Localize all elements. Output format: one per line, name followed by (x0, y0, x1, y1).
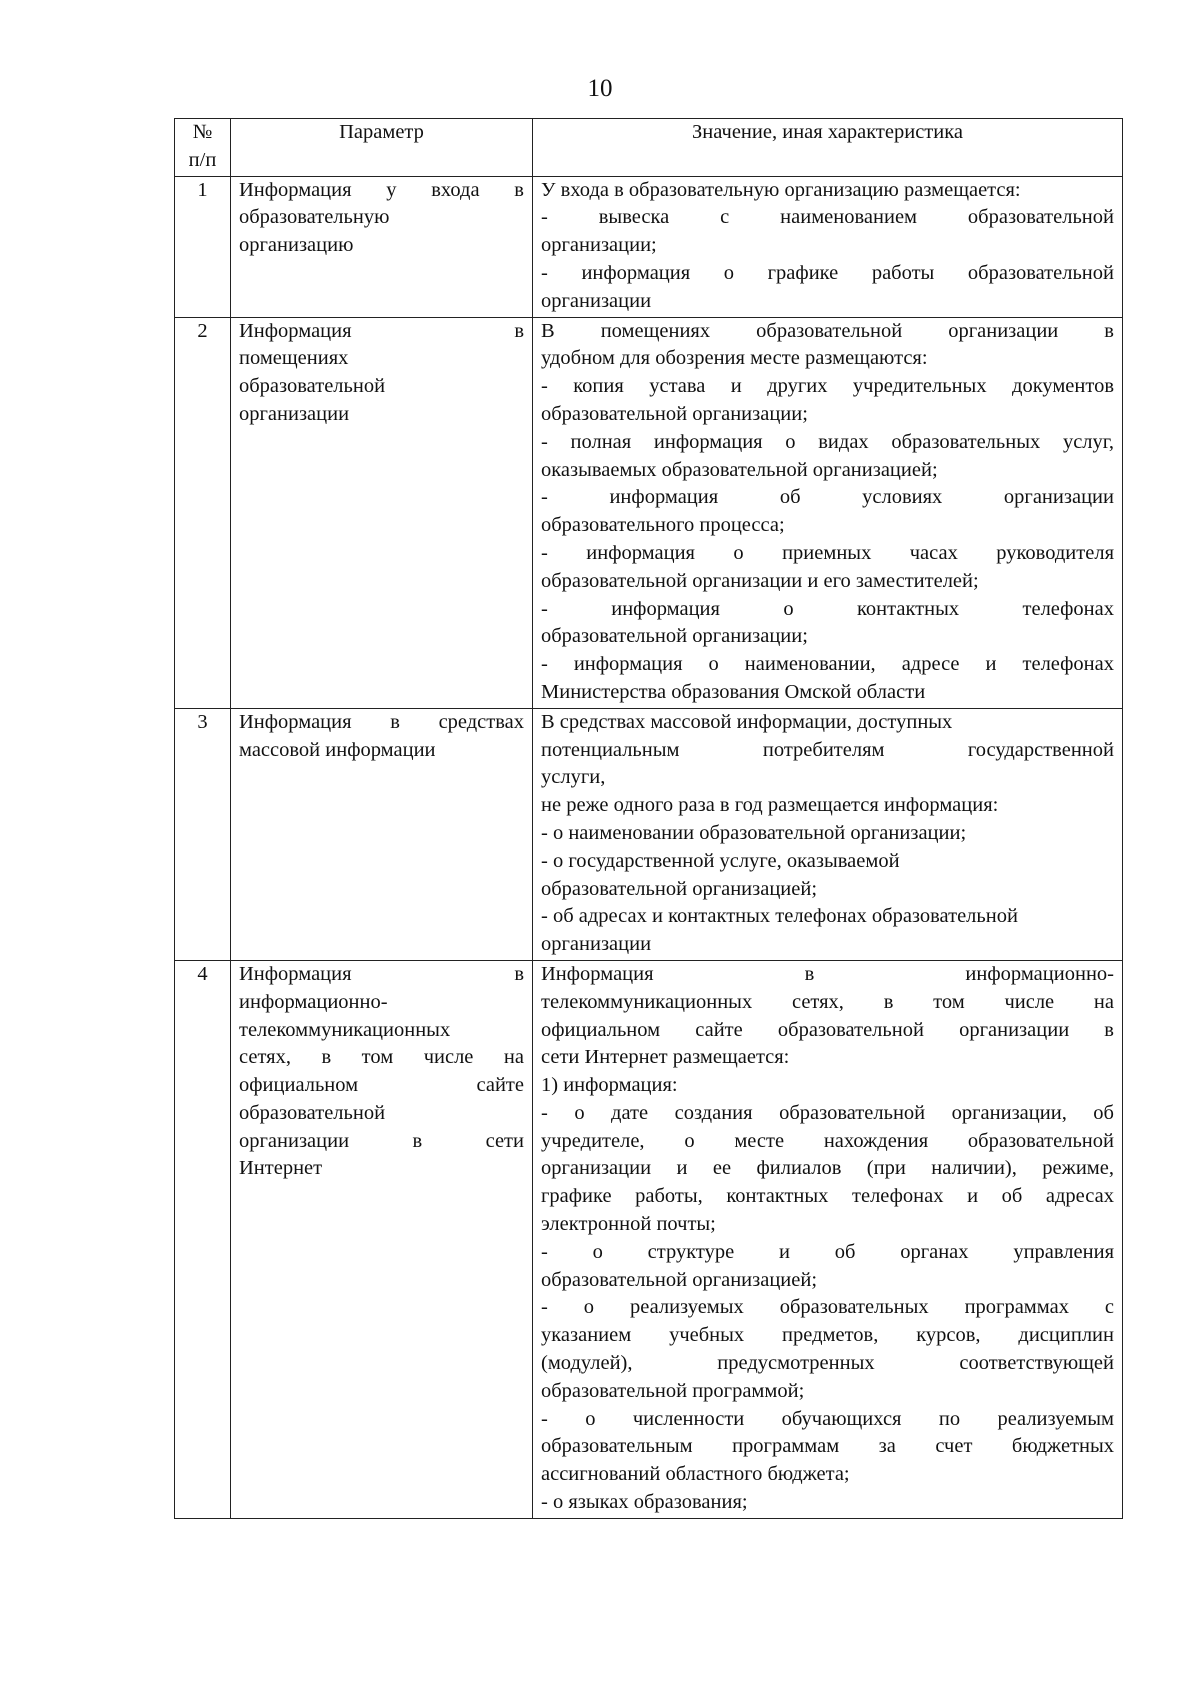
value-line: образовательной организацией; (541, 1268, 818, 1291)
table-row (175, 317, 1123, 708)
value-line: образовательной организации и его заместителей; (541, 569, 979, 592)
value-line: - информация о контактных телефонах (541, 597, 1114, 620)
parameter-line: сетях, в том числе на (239, 1046, 524, 1069)
parameter-line: телекоммуникационных (239, 1018, 451, 1041)
row-parameter (231, 317, 533, 708)
page-number: 10 (587, 75, 613, 102)
parameter-line: образовательной (239, 1101, 386, 1124)
value-line: - вывеска с наименованием образовательной (541, 206, 1114, 229)
row-parameter (231, 708, 533, 960)
parameter-line: официальном сайте (239, 1074, 524, 1097)
row-parameter (231, 960, 533, 1518)
value-line: сети Интернет размещается: (541, 1046, 790, 1069)
value-line: услуги, (541, 766, 606, 789)
parameter-line: организации (239, 402, 350, 425)
value-line: - информация об условиях организации (541, 486, 1114, 509)
value-line: - информация о наименовании, адресе и телефонах (541, 653, 1114, 676)
parameter-line: организации в сети (239, 1129, 524, 1152)
table-row (175, 708, 1123, 960)
value-line: образовательной программой; (541, 1379, 805, 1402)
value-line: У входа в образовательную организацию размещается: (541, 178, 1021, 201)
parameter-line: Информация в (239, 962, 524, 985)
value-line: организации; (541, 234, 657, 257)
parameter-line: массовой информации (239, 738, 436, 761)
row-number: 3 (175, 708, 231, 960)
table-header-row (175, 119, 1123, 177)
value-line: - о языках образования; (541, 1491, 748, 1514)
value-line: удобном для обозрения месте размещаются: (541, 347, 928, 370)
header-number-line-2: п/п (188, 148, 217, 171)
value-line: - информация о приемных часах руководителя (541, 541, 1114, 564)
value-line: В помещениях образовательной организации в (541, 319, 1114, 342)
value-line: 1) информация: (541, 1074, 678, 1097)
header-parameter: Параметр (231, 119, 533, 177)
parameters-table (174, 118, 1123, 1519)
parameter-line: образовательной (239, 375, 386, 398)
value-line: образовательной организацией; (541, 877, 818, 900)
value-line: образовательной организации; (541, 625, 808, 648)
value-line: указанием учебных предметов, курсов, дисциплин (541, 1324, 1114, 1347)
value-line: Министерства образования Омской области (541, 680, 926, 703)
value-line: В средствах массовой информации, доступных (541, 710, 953, 733)
table-row (175, 960, 1123, 1518)
table-body (175, 119, 1123, 1519)
value-line: оказываемых образовательной организацией; (541, 458, 938, 481)
value-line: образовательным программам за счет бюджетных (541, 1435, 1114, 1458)
row-parameter (231, 176, 533, 317)
header-number (175, 119, 231, 177)
value-line: - о численности обучающихся по реализуемым (541, 1407, 1114, 1430)
value-line: - о структуре и об органах управления (541, 1240, 1114, 1263)
value-line: телекоммуникационных сетях, в том числе на (541, 990, 1114, 1013)
row-number: 1 (175, 176, 231, 317)
parameter-line: организацию (239, 234, 354, 257)
row-value (533, 960, 1123, 1518)
value-line: потенциальным потребителям государственной (541, 738, 1114, 761)
value-line: официальном сайте образовательной организации в (541, 1018, 1114, 1041)
row-value (533, 176, 1123, 317)
parameter-line: Информация в (239, 319, 524, 342)
value-line: графике работы, контактных телефонах и об адресах (541, 1185, 1114, 1208)
parameter-line: помещениях (239, 347, 349, 370)
parameter-line: Интернет (239, 1157, 323, 1180)
header-number-line-1: № (192, 121, 213, 143)
row-value (533, 317, 1123, 708)
value-line: образовательного процесса; (541, 514, 785, 537)
value-line: учредителе, о месте нахождения образовательной (541, 1129, 1114, 1152)
value-line: организации (541, 933, 652, 956)
value-line: образовательной организации; (541, 402, 808, 425)
row-number: 4 (175, 960, 231, 1518)
value-line: - о дате создания образовательной организации, об (541, 1101, 1114, 1124)
value-line: Информация в информационно- (541, 962, 1114, 985)
parameter-line: Информация у входа в (239, 178, 524, 201)
value-line: - об адресах и контактных телефонах образовательной (541, 905, 1018, 928)
value-line: ассигнований областного бюджета; (541, 1463, 850, 1486)
value-line: электронной почты; (541, 1213, 716, 1236)
parameter-line: образовательную (239, 206, 390, 229)
table-row (175, 176, 1123, 317)
value-line: - копия устава и других учредительных документов (541, 375, 1114, 398)
value-line: - о государственной услуге, оказываемой (541, 849, 900, 872)
value-line: организации и ее филиалов (при наличии), режиме, (541, 1157, 1114, 1180)
parameter-line: Информация в средствах (239, 710, 524, 733)
value-line: - о наименовании образовательной организации; (541, 821, 967, 844)
value-line: - информация о графике работы образовательной (541, 261, 1114, 284)
header-value: Значение, иная характеристика (533, 119, 1123, 177)
value-line: - о реализуемых образовательных программах с (541, 1296, 1114, 1319)
row-number: 2 (175, 317, 231, 708)
value-line: не реже одного раза в год размещается информация: (541, 794, 999, 817)
row-value (533, 708, 1123, 960)
value-line: - полная информация о видах образовательных услуг, (541, 430, 1114, 453)
value-line: (модулей), предусмотренных соответствующей (541, 1352, 1114, 1375)
parameter-line: информационно- (239, 990, 388, 1013)
value-line: организации (541, 289, 652, 312)
